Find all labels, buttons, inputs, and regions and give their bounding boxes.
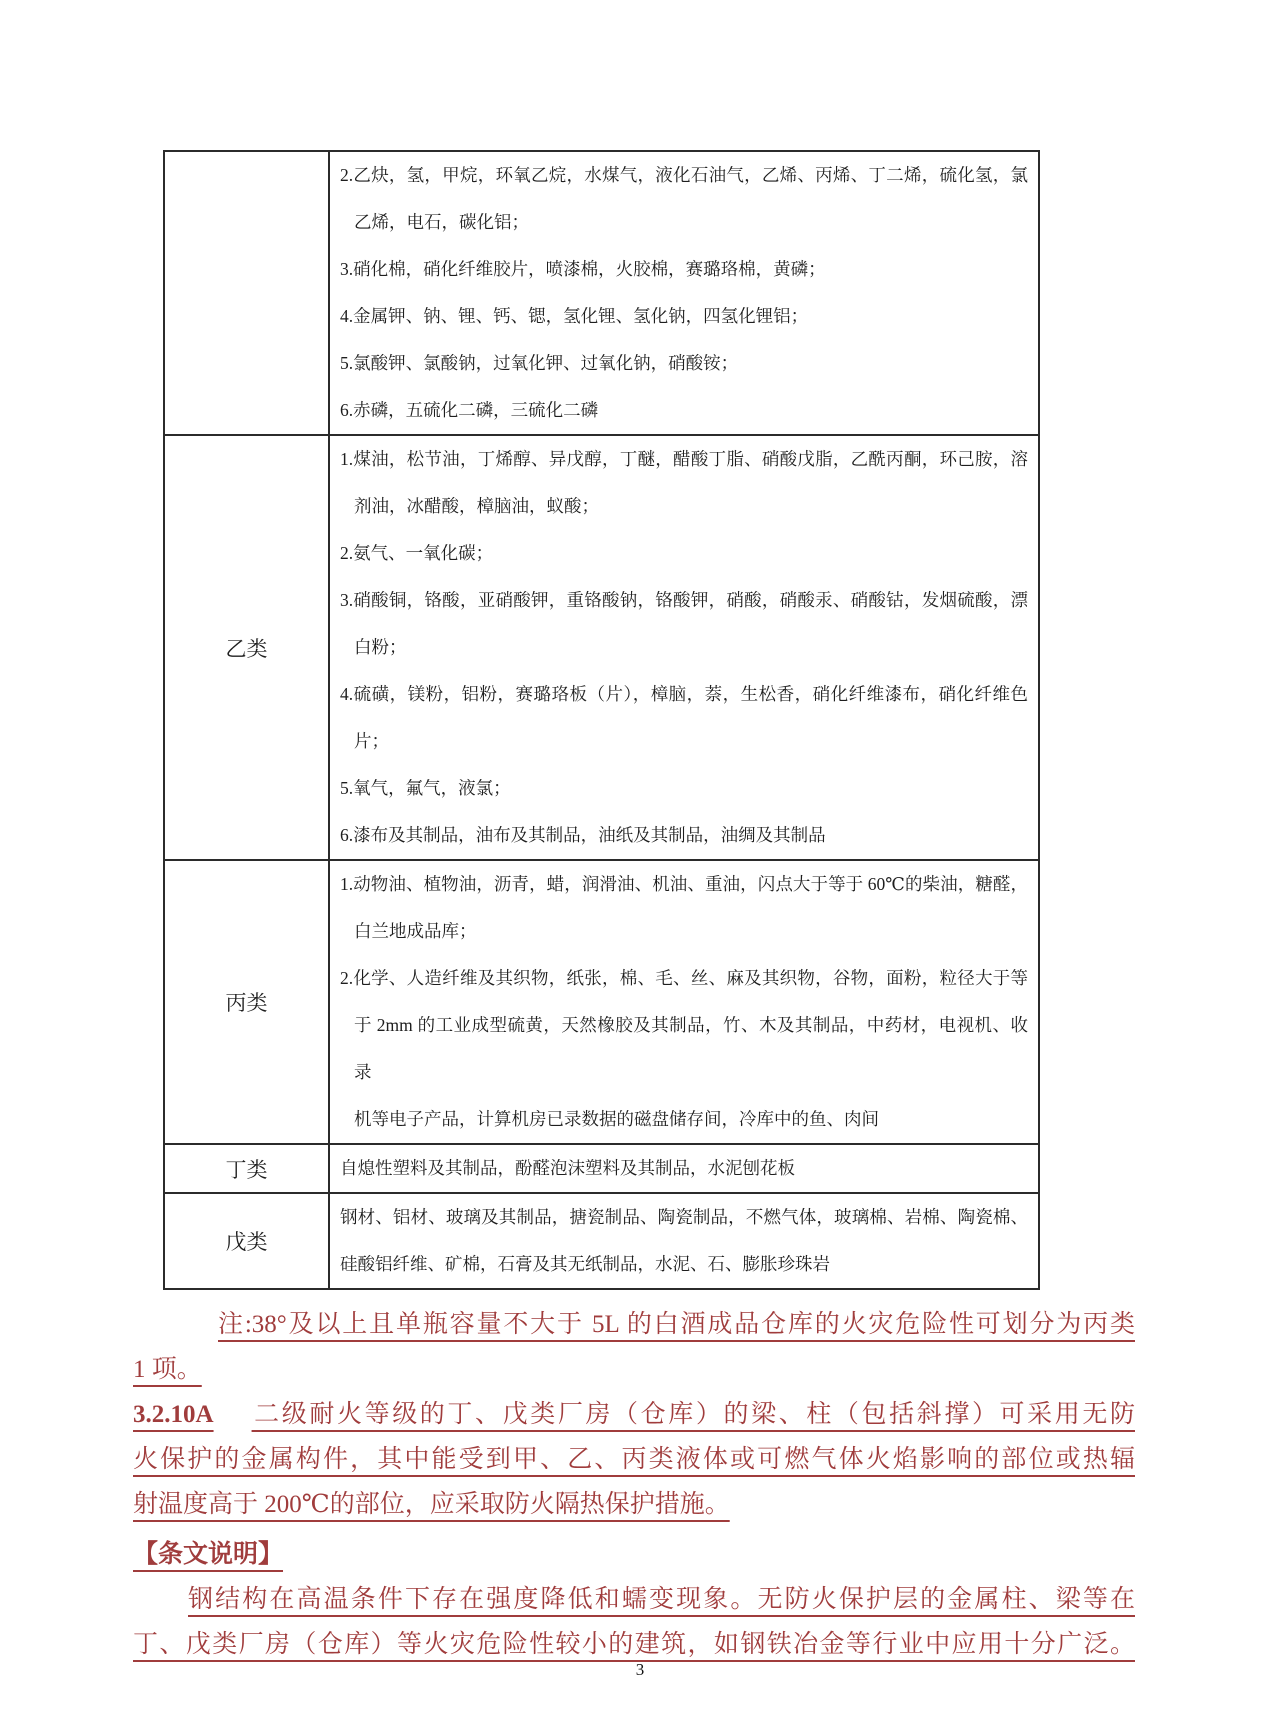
table-line: 片； [354,731,389,751]
table-line: 2.氨气、一氧化碳； [340,543,494,563]
page-content [133,150,1135,1667]
table-line: 3.硝化棉，硝化纤维胶片，喷漆棉，火胶棉，赛璐珞棉，黄磷； [340,259,826,279]
table-line: 自熄性塑料及其制品，酚醛泡沫塑料及其制品，水泥刨花板 [340,1158,795,1178]
table-line: 2.乙炔，氢，甲烷，环氧乙烷，水煤气，液化石油气，乙烯、丙烯、丁二烯，硫化氢，氯 [340,165,1028,185]
clause-text: 二级耐火等级的丁、戊类厂房（仓库）的梁、柱（包括斜撑）可采用无防 [251,1401,1135,1428]
table-line: 5.氧气，氟气，液氯； [340,778,511,798]
page-number: 3 [635,1660,645,1679]
category-label-cell: 乙类 [165,436,330,859]
table-note-line: 1 项。 [133,1356,202,1383]
table-line: 6.漆布及其制品，油布及其制品，油纸及其制品，油绸及其制品 [340,825,826,845]
table-line: 3.硝酸铜，铬酸，亚硝酸钾，重铬酸钠，铬酸钾，硝酸，硝酸汞、硝酸钴，发烟硫酸，漂 [340,590,1028,610]
table-row [165,152,1038,434]
table-line: 剂油，冰醋酸，樟脑油，蚁酸； [354,496,599,516]
table-line: 钢材、铝材、玻璃及其制品，搪瓷制品、陶瓷制品，不燃气体，玻璃棉、岩棉、陶瓷棉、 [340,1207,1028,1227]
table-line: 1.煤油，松节油，丁烯醇、异戊醇，丁醚，醋酸丁脂、硝酸戊脂，乙酰丙酮，环己胺，溶 [340,449,1028,469]
category-label-cell: 丁类 [165,1145,330,1192]
table-line: 白粉； [354,637,407,657]
table-line: 4.硫磺，镁粉，铝粉，赛璐珞板（片），樟脑，萘，生松香，硝化纤维漆布，硝化纤维色 [340,684,1028,704]
table-line: 1.动物油、植物油，沥青，蜡，润滑油、机油、重油，闪点大于等于 60℃的柴油，糖醛， [340,874,1028,894]
table-line: 5.氯酸钾、氯酸钠，过氧化钾、过氧化钠，硝酸铵； [340,353,739,373]
clause-line: 射温度高于 200℃的部位，应采取防火隔热保护措施。 [133,1491,730,1518]
category-label-cell: 丙类 [165,861,330,1143]
table-line: 硅酸铝纤维、矿棉，石膏及其无纸制品，水泥、石、膨胀珍珠岩 [340,1254,830,1274]
table-row [165,1143,1038,1192]
revision-text-block [133,1302,1135,1667]
table-line: 白兰地成品库； [354,921,477,941]
items-cell [330,1145,1038,1192]
category-label-cell: 戊类 [165,1194,330,1288]
commentary-line: 钢结构在高温条件下存在强度降低和蠕变现象。无防火保护层的金属柱、梁等在 [188,1586,1135,1613]
table-line: 乙烯，电石，碳化铝； [354,212,529,232]
clause-line [133,1392,1135,1437]
items-cell [330,436,1038,859]
table-note-line: 注:38°及以上且单瓶容量不大于 5L 的白酒成品仓库的火灾危险性可划分为丙类 [218,1311,1135,1338]
fire-hazard-classification-table [163,150,1040,1290]
clause-number: 3.2.10A [133,1401,214,1428]
commentary-line: 丁、戊类厂房（仓库）等火灾危险性较小的建筑，如钢铁冶金等行业中应用十分广泛。 [133,1631,1135,1658]
items-cell [330,152,1038,434]
clause-line: 火保护的金属构件，其中能受到甲、乙、丙类液体或可燃气体火焰影响的部位或热辐 [133,1446,1135,1473]
table-line: 2.化学、人造纤维及其织物，纸张，棉、毛、丝、麻及其织物，谷物，面粉，粒径大于等 [340,968,1028,988]
category-label-cell [165,152,330,434]
table-row [165,434,1038,859]
table-line: 于 2mm 的工业成型硫黄，天然橡胶及其制品，竹、木及其制品，中药材，电视机、收录 [354,1015,1028,1082]
items-cell [330,1194,1038,1288]
commentary-header: 【条文说明】 [133,1541,284,1568]
table-row [165,859,1038,1143]
items-cell [330,861,1038,1143]
table-line: 机等电子产品，计算机房已录数据的磁盘储存间，冷库中的鱼、肉间 [354,1109,879,1129]
table-line: 4.金属钾、钠、锂、钙、锶，氢化锂、氢化钠，四氢化锂铝； [340,306,809,326]
table-line: 6.赤磷，五硫化二磷，三硫化二磷 [340,400,599,420]
table-row [165,1192,1038,1288]
